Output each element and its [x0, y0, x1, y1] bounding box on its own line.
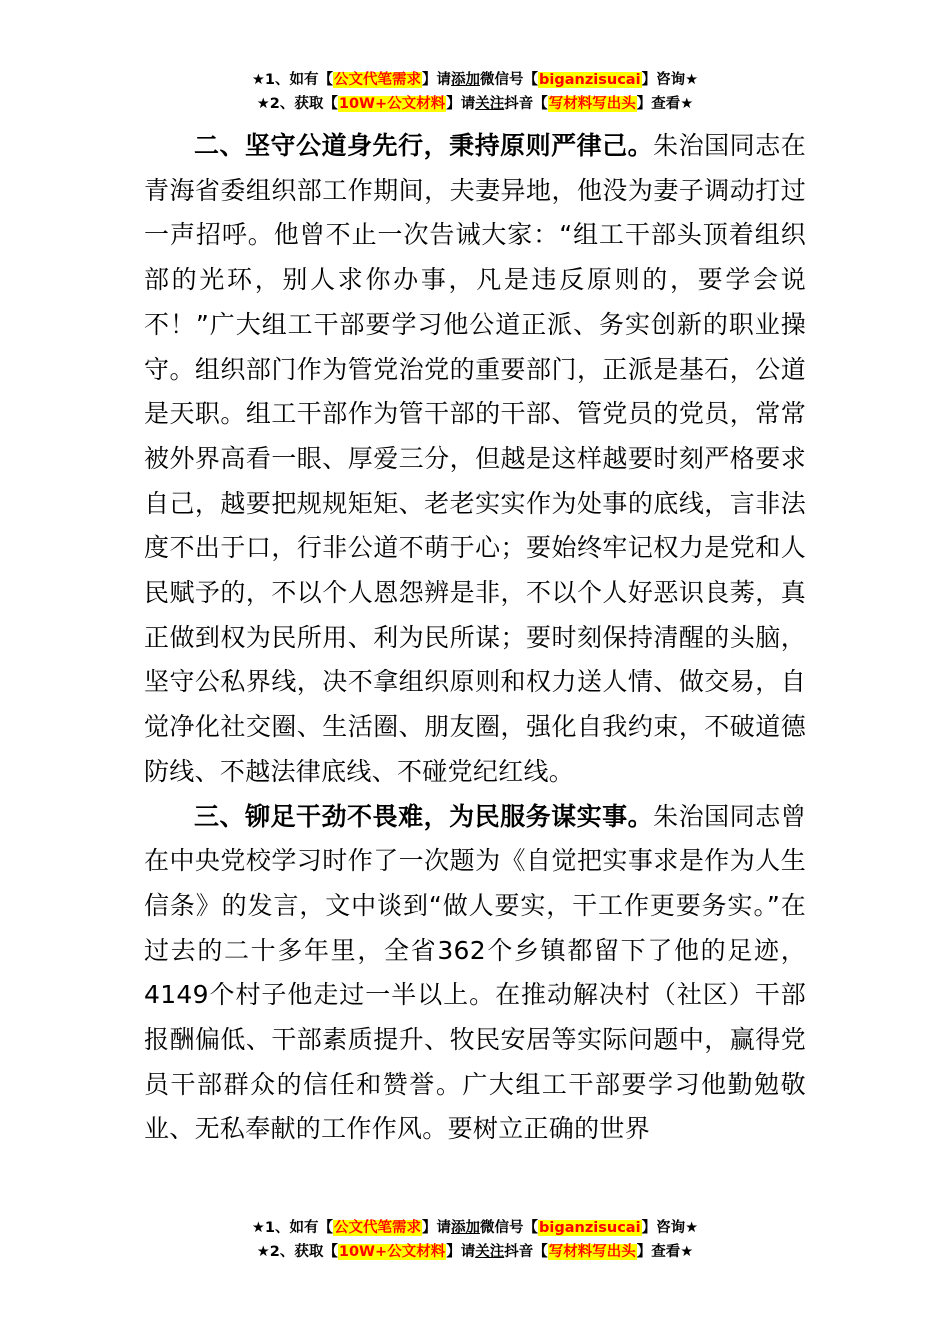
paragraph-text: 朱治国同志在青海省委组织部工作期间，夫妻异地，他没为妻子调动打过一声招呼。他曾不止一次告诫大家：“组工干部头顶着组织部的光环，别人求你办事，凡是违反原则的，要学会说不！”广大组工干部要学习他公道正派、务实创新的职业操守。组织部门作为管党治党的重要部门，正派是基石，公道是天职。组工干部作为管干部的干部、管党员的党员，常常被外界高看一眼、厚爱三分，但越是这样越要时刻严格要求自己，越要把规规矩矩、老老实实作为处事的底线，言非法度不出于口，行非公道不萌于心；要始终牢记权力是党和人民赋予的，不以个人恩怨辨是非，不以个人好恶识良莠，真正做到权为民所用、利为民所谋；要时刻保持清醒的头脑，坚守公私界线，决不拿组织原则和权力送人情、做交易，自觉净化社交圈、生活圈、朋友圈，强化自我约束，不破道德防线、不越法律底线、不碰党纪红线。 — [144, 131, 806, 786]
highlight-materials: 10W+公文材料 — [338, 1244, 446, 1260]
paragraph-section-2 — [144, 124, 806, 795]
footer-banner — [0, 1216, 950, 1264]
banner-line-1: ★1、如有【公文代笔需求】请添加微信号【biganzisucai】咨询★ — [251, 72, 699, 88]
highlight-douyin-account: 写材料写出头 — [548, 1244, 636, 1260]
header-banner — [0, 68, 950, 116]
highlight-service: 公文代笔需求 — [334, 1220, 422, 1236]
document-body — [144, 124, 806, 1152]
highlight-douyin-account: 写材料写出头 — [548, 96, 636, 112]
section-heading: 三、铆足干劲不畏难，为民服务谋实事。 — [194, 801, 654, 831]
section-heading: 二、坚守公道身先行，秉持原则严律己。 — [194, 131, 654, 160]
banner-line-1: ★1、如有【公文代笔需求】请添加微信号【biganzisucai】咨询★ — [251, 1220, 699, 1236]
banner-line-2: ★2、获取【10W+公文材料】请关注抖音【写材料写出头】查看★ — [256, 96, 694, 112]
highlight-wechat-id: biganzisucai — [539, 72, 641, 88]
banner-line-2: ★2、获取【10W+公文材料】请关注抖音【写材料写出头】查看★ — [256, 1244, 694, 1260]
highlight-wechat-id: biganzisucai — [539, 1220, 641, 1236]
highlight-materials: 10W+公文材料 — [338, 96, 446, 112]
highlight-service: 公文代笔需求 — [334, 72, 422, 88]
paragraph-section-3 — [144, 795, 806, 1153]
paragraph-text: 朱治国同志曾在中央党校学习时作了一次题为《自觉把实事求是作为人生信条》的发言，文中谈到“做人要实，干工作更要务实。”在过去的二十多年里，全省362个乡镇都留下了他的足迹，4149个村子他走过一半以上。在推动解决村（社区）干部报酬偏低、干部素质提升、牧民安居等实际问题中，赢得党员干部群众的信任和赞誉。广大组工干部要学习他勤勉敬业、无私奉献的工作作风。要树立正确的世界 — [144, 801, 806, 1144]
